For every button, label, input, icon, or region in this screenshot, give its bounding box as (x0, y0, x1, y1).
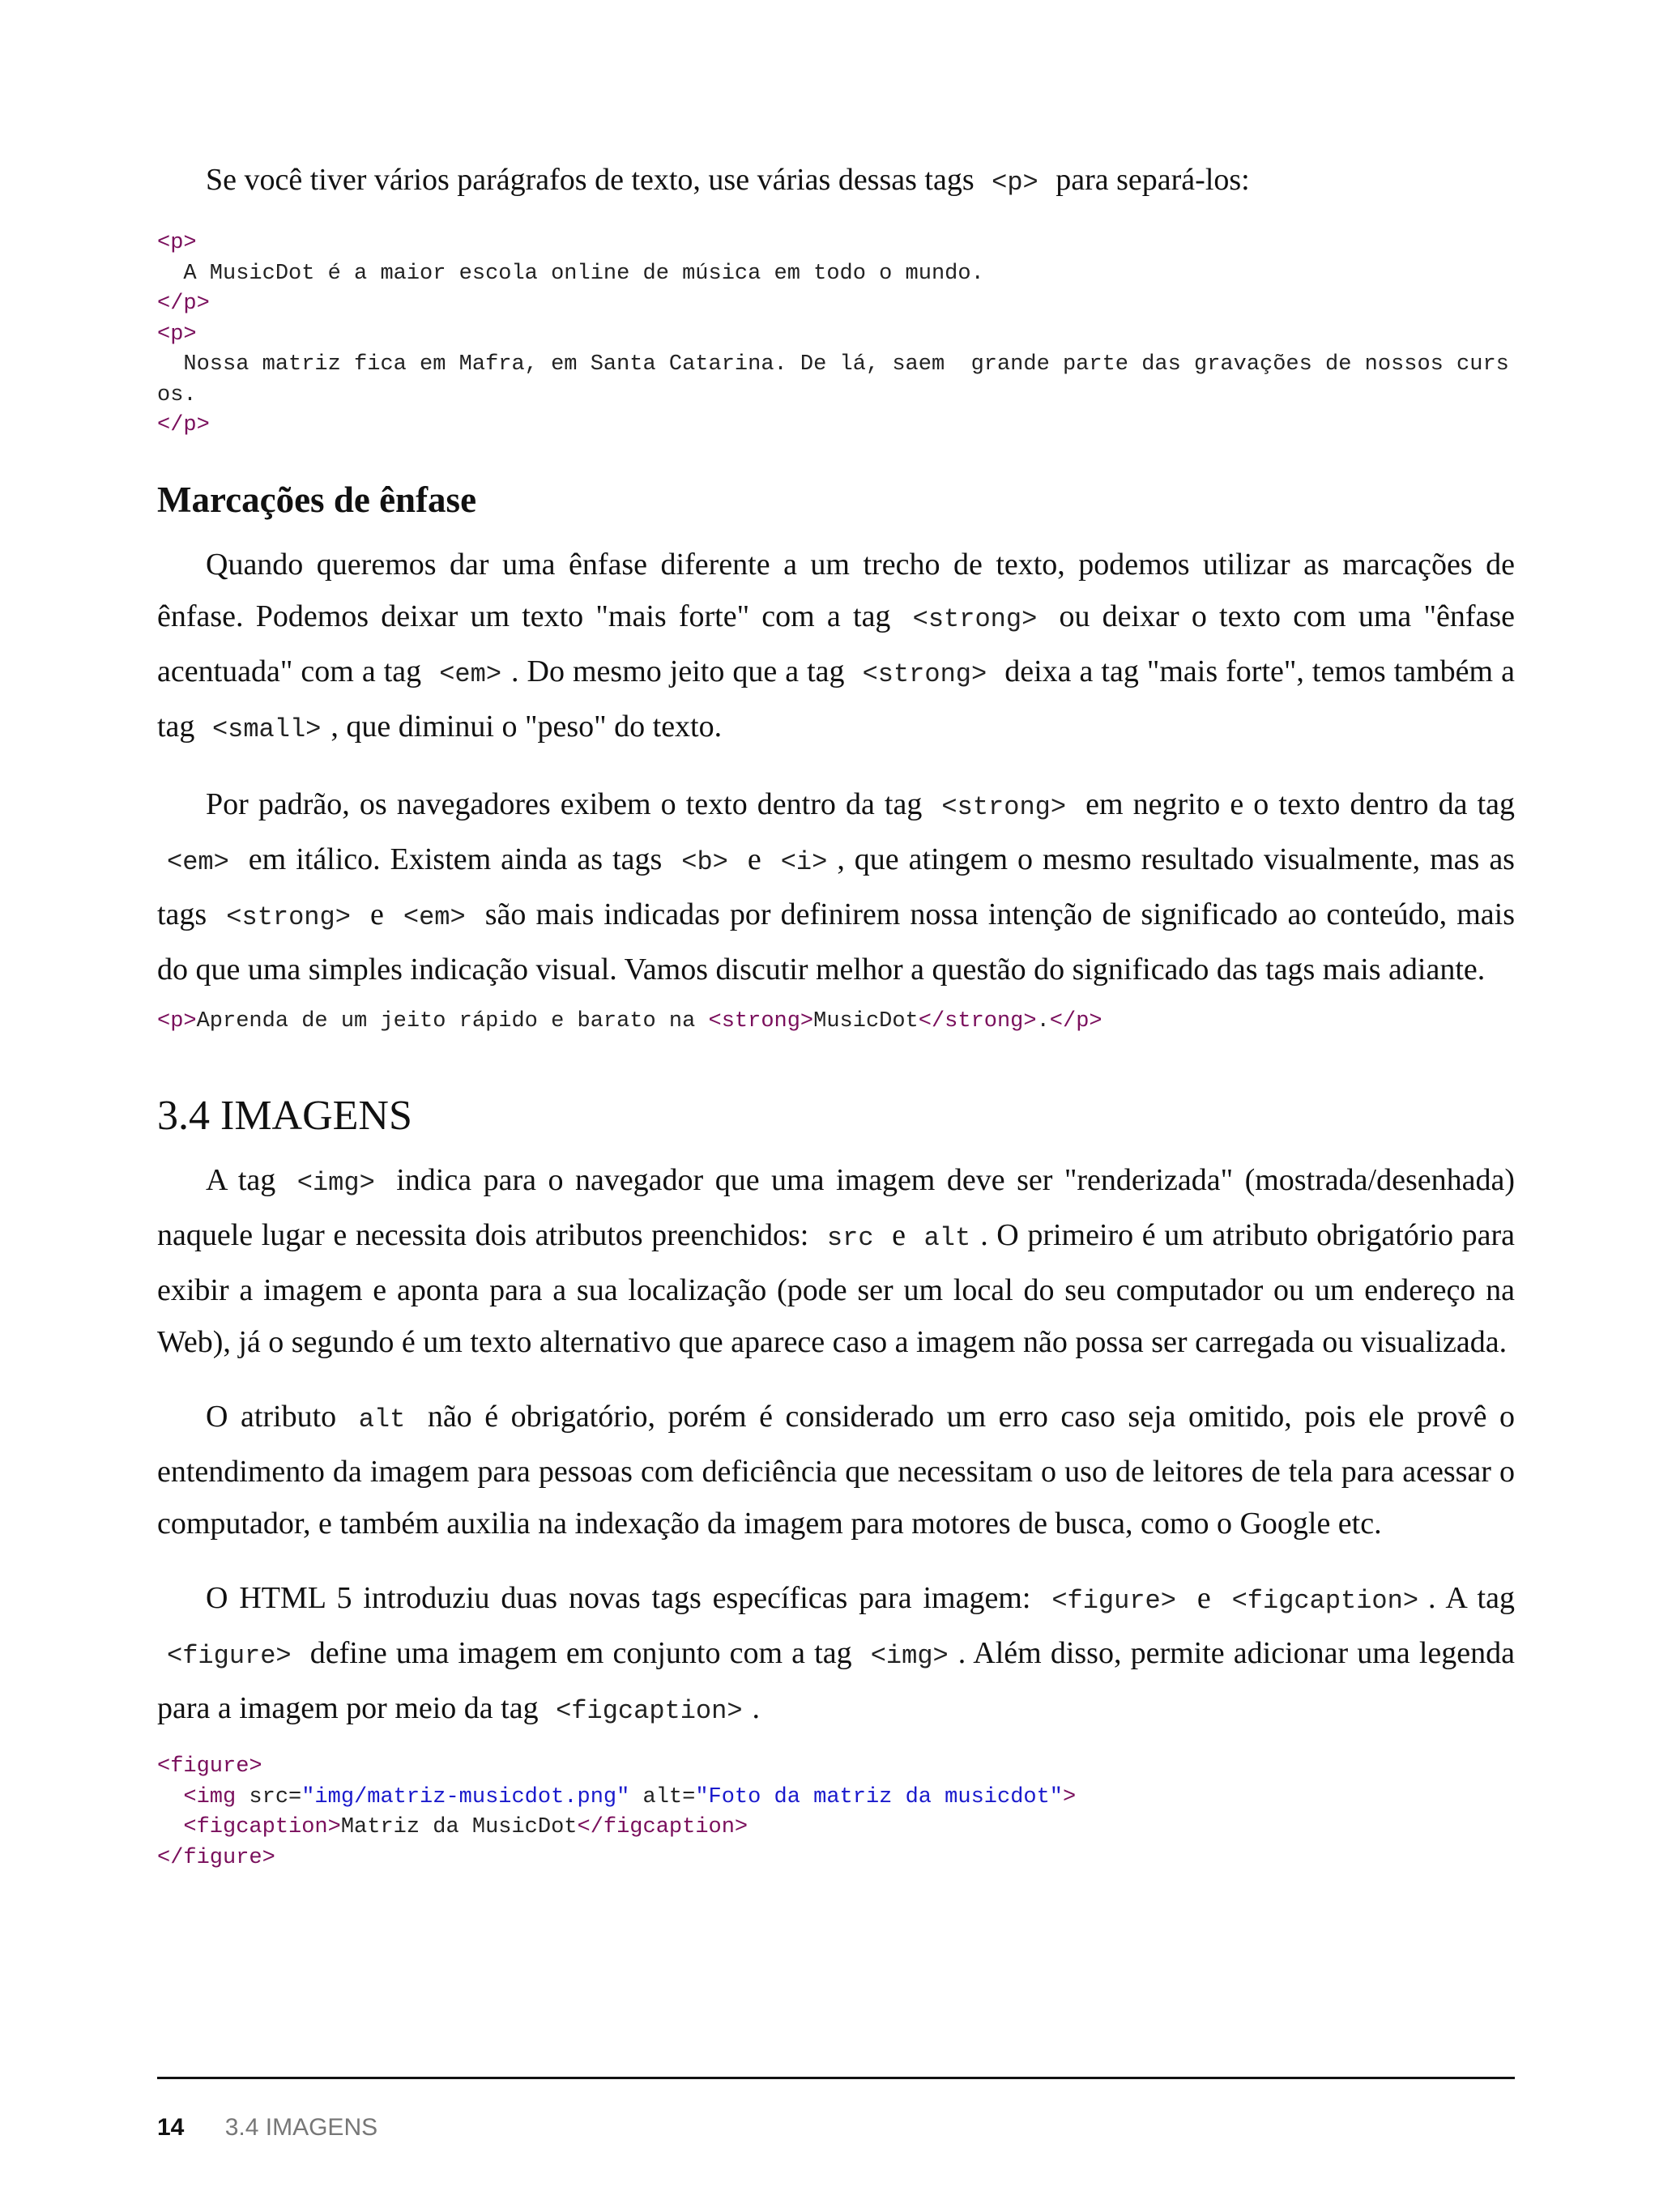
code-block-figure (157, 1752, 1515, 1873)
text-run: . (752, 1691, 761, 1725)
code-line (157, 259, 1515, 290)
emphasis-heading: Marcações de ênfase (157, 479, 477, 520)
text-run: Se você tiver vários parágrafos de texto, use várias dessas tags (206, 163, 983, 197)
code-block-strong (157, 1007, 1515, 1038)
text-run: em itálico. Existem ainda as tags (238, 842, 672, 876)
code-string: "Foto da matriz da musicdot" (695, 1784, 1064, 1809)
code-text: src= (249, 1784, 302, 1809)
text-run: em negrito e o texto dentro da tag (1076, 786, 1515, 821)
code-line (157, 350, 1515, 411)
text-run: . Do mesmo jeito que a tag (511, 654, 853, 688)
text-run: e (1185, 1581, 1222, 1615)
emphasis-paragraph-2 (157, 778, 1515, 995)
inline-code: <em> (439, 658, 502, 689)
text-run: A tag (206, 1163, 288, 1197)
code-tag: </figure> (157, 1845, 275, 1870)
inline-code: <small> (211, 714, 322, 744)
page-content (157, 154, 1515, 1873)
text-run: . Além disso, permite adicionar uma legenda para a imagem por meio da tag (157, 1636, 1515, 1725)
inline-code: alt (923, 1223, 971, 1253)
code-tag: </p> (157, 413, 210, 437)
inline-code: <i> (780, 846, 828, 877)
code-text: MusicDot (813, 1008, 919, 1034)
inline-code: <figure> (1051, 1586, 1176, 1616)
code-tag: <p> (157, 1008, 197, 1034)
text-run: O atributo (206, 1400, 349, 1434)
images-paragraph-1 (157, 1154, 1515, 1368)
code-line (157, 1007, 1515, 1038)
text-run: ou deixar o texto com uma "ênfase acentuada" com a tag (157, 599, 1516, 688)
text-run: não é obrigatório, porém é considerado um erro caso seja omitido, pois ele provê o entendimento da imagem para pessoas com deficiência que necessitam o uso de leitores de tela para acessar o computador, e também auxilia na indexação da imagem para motores de busca, como o Google etc. (157, 1400, 1515, 1541)
inline-code: <strong> (912, 603, 1038, 634)
inline-code: <img> (296, 1168, 375, 1198)
code-tag: <p> (157, 322, 197, 347)
code-text: A MusicDot é a maior escola online de música em todo o mundo. (157, 261, 984, 286)
text-run: . A tag (1428, 1581, 1515, 1615)
inline-code: <em> (167, 846, 229, 877)
text-run: e (883, 1218, 915, 1252)
text-run: e (737, 842, 771, 876)
inline-code: <p> (992, 168, 1038, 198)
inline-code: <strong> (226, 901, 351, 932)
text-run: Por padrão, os navegadores exibem o texto dentro da tag (206, 786, 932, 821)
code-text: Nossa matriz fica em Mafra, em Santa Catarina. De lá, saem grande parte das gravações de nossos cursos. (157, 352, 1509, 407)
code-text: Aprenda de um jeito rápido e barato na (196, 1008, 709, 1034)
text-run: e (360, 897, 394, 931)
images-paragraph-3 (157, 1572, 1515, 1737)
code-line (157, 320, 1515, 351)
code-tag: <figure> (157, 1754, 262, 1779)
code-tag: </strong> (918, 1008, 1037, 1034)
page-footer (157, 2114, 377, 2142)
code-line (157, 228, 1515, 259)
text-run: O HTML 5 introduziu duas novas tags específicas para imagem: (206, 1581, 1043, 1615)
page-number: 14 (157, 2114, 185, 2141)
text-run: para separá-los: (1047, 163, 1250, 197)
footer-divider (157, 2077, 1515, 2079)
text-run: deixa a tag "mais forte", temos também a tag (157, 654, 1515, 744)
inline-code: <figcaption> (1231, 1586, 1419, 1616)
code-tag: <p> (157, 231, 197, 255)
code-text: Matriz da MusicDot (340, 1815, 578, 1839)
code-text (157, 1815, 183, 1839)
code-line (157, 1783, 1515, 1813)
code-line (157, 1752, 1515, 1783)
code-tag: <figcaption> (183, 1815, 341, 1839)
footer-section-title: 3.4 IMAGENS (224, 2114, 378, 2141)
code-line (157, 411, 1515, 441)
code-string: "img/matriz-musicdot.png" (301, 1784, 630, 1809)
inline-code: <em> (403, 901, 466, 932)
code-text (157, 1785, 183, 1809)
text-run: são mais indicadas por definirem nossa intenção de significado ao conteúdo, mais do que uma simples indicação visual. Vamos discutir melhor a questão do significado das tags mais adiante. (157, 897, 1515, 987)
text-run: . O primeiro é um atributo obrigatório para exibir a imagem e aponta para a sua localização (pode ser um local do seu computador ou um endereço na Web), já o segundo é um texto alternativo que aparece caso a imagem não possa ser carregada ou visualizada. (157, 1218, 1515, 1359)
code-line (157, 1843, 1515, 1874)
code-line (157, 1813, 1515, 1843)
inline-code: alt (358, 1404, 406, 1434)
inline-code: <figure> (167, 1641, 292, 1671)
code-tag: </p> (1049, 1008, 1102, 1034)
code-text: alt= (629, 1784, 696, 1809)
text-run: Quando queremos dar uma ênfase diferente a um trecho de texto, podemos utilizar as marcações de ênfase. Podemos deixar um texto "mais forte" com a tag (157, 547, 1515, 633)
text-run: , que diminui o "peso" do texto. (331, 709, 723, 744)
code-tag: </figcaption> (577, 1815, 748, 1839)
text-run: define uma imagem em conjunto com a tag (301, 1636, 861, 1670)
emphasis-paragraph-1 (157, 539, 1515, 756)
inline-code: <b> (681, 846, 728, 877)
text-run: indica para o navegador que uma imagem deve ser "renderizada" (mostrada/desenhada) naquele lugar e necessita dois atributos preenchidos: (157, 1163, 1515, 1252)
text-run: , que atingem o mesmo resultado visualmente, mas as tags (157, 842, 1515, 931)
inline-code: <img> (870, 1641, 949, 1671)
code-tag: <strong> (708, 1008, 814, 1034)
code-tag: > (1063, 1784, 1077, 1809)
code-text: . (1036, 1008, 1050, 1034)
code-line (157, 289, 1515, 320)
inline-code: src (826, 1223, 874, 1253)
section-heading-images: 3.4 IMAGENS (157, 1093, 412, 1139)
images-paragraph-2 (157, 1391, 1515, 1549)
code-tag: <img (183, 1784, 249, 1809)
inline-code: <figcaption> (556, 1696, 743, 1726)
intro-paragraph (157, 154, 1515, 209)
code-block-paragraphs (157, 228, 1515, 441)
code-tag: </p> (157, 292, 210, 316)
inline-code: <strong> (862, 658, 987, 689)
inline-code: <strong> (941, 791, 1067, 822)
